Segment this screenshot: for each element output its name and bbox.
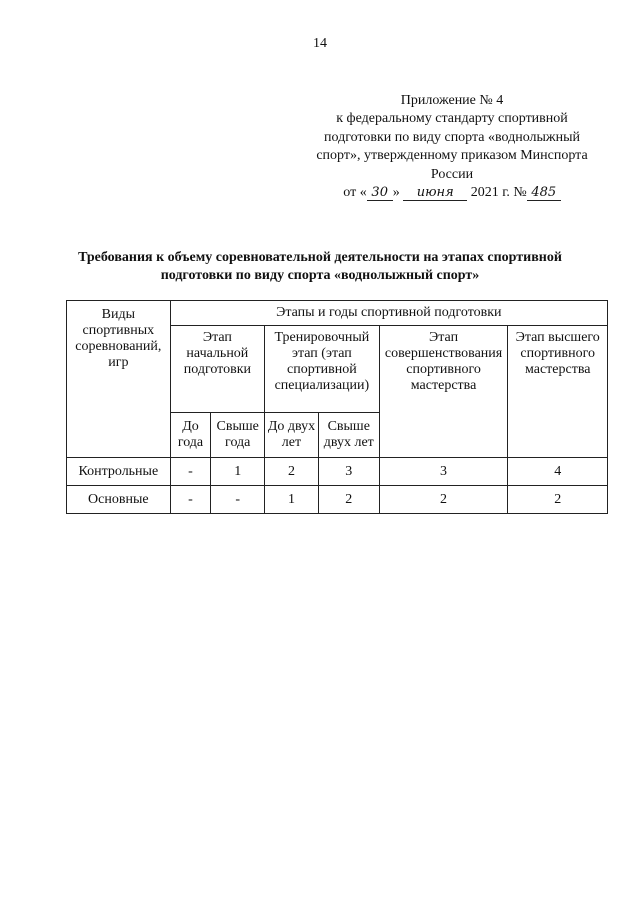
order-date-line: [300, 184, 604, 202]
handwritten-order-number: 485: [527, 186, 561, 201]
table-cell: -: [170, 458, 211, 486]
date-year: 2021 г. №: [470, 185, 527, 201]
page-number: 14: [313, 36, 327, 51]
title-line: подготовки по виду спорта «воднолыжный спорт»: [160, 268, 480, 283]
table-cell: 4: [508, 458, 608, 486]
handwritten-day: 30: [367, 186, 393, 201]
row-label: Контрольные: [67, 458, 171, 486]
handwritten-month: июня: [403, 186, 467, 201]
stage-header: Этап совершенствования спортивного мастерства: [379, 326, 508, 458]
year-header: До года: [170, 413, 211, 458]
year-header: Свыше года: [211, 413, 265, 458]
appendix-line: Приложение № 4: [400, 93, 504, 108]
document-title: [40, 249, 600, 285]
table-cell: -: [170, 486, 211, 514]
appendix-line: подготовки по виду спорта «воднолыжный: [324, 129, 580, 145]
table-cell: 1: [211, 458, 265, 486]
appendix-line: к федеральному стандарту спортивной: [336, 111, 568, 127]
table-cell: 3: [379, 458, 508, 486]
table-cell: 2: [318, 486, 379, 514]
year-header: До двух лет: [265, 413, 319, 458]
corner-header: Виды спортивных соревнований, игр: [67, 301, 171, 458]
title-line: Требования к объему соревновательной деятельности на этапах спортивной: [78, 250, 562, 265]
stage-header: Этап начальной подготовки: [170, 326, 264, 413]
appendix-line: России: [430, 166, 474, 182]
requirements-table: [66, 300, 608, 514]
table-cell: 2: [265, 458, 319, 486]
group-header: Этапы и годы спортивной подготовки: [170, 301, 607, 326]
table-cell: 1: [265, 486, 319, 514]
appendix-header: [300, 92, 604, 202]
table-cell: -: [211, 486, 265, 514]
table-cell: 2: [508, 486, 608, 514]
appendix-line: спорт», утвержденному приказом Минспорта: [316, 148, 588, 164]
table-row: [67, 486, 608, 514]
row-label: Основные: [67, 486, 171, 514]
stage-header: Тренировочный этап (этап спортивной специализации): [265, 326, 380, 413]
date-prefix: от «: [343, 185, 367, 201]
table-cell: 3: [318, 458, 379, 486]
table-row: [67, 458, 608, 486]
date-mid: »: [392, 185, 400, 201]
stage-header: Этап высшего спортивного мастерства: [508, 326, 608, 458]
table-cell: 2: [379, 486, 508, 514]
year-header: Свыше двух лет: [318, 413, 379, 458]
